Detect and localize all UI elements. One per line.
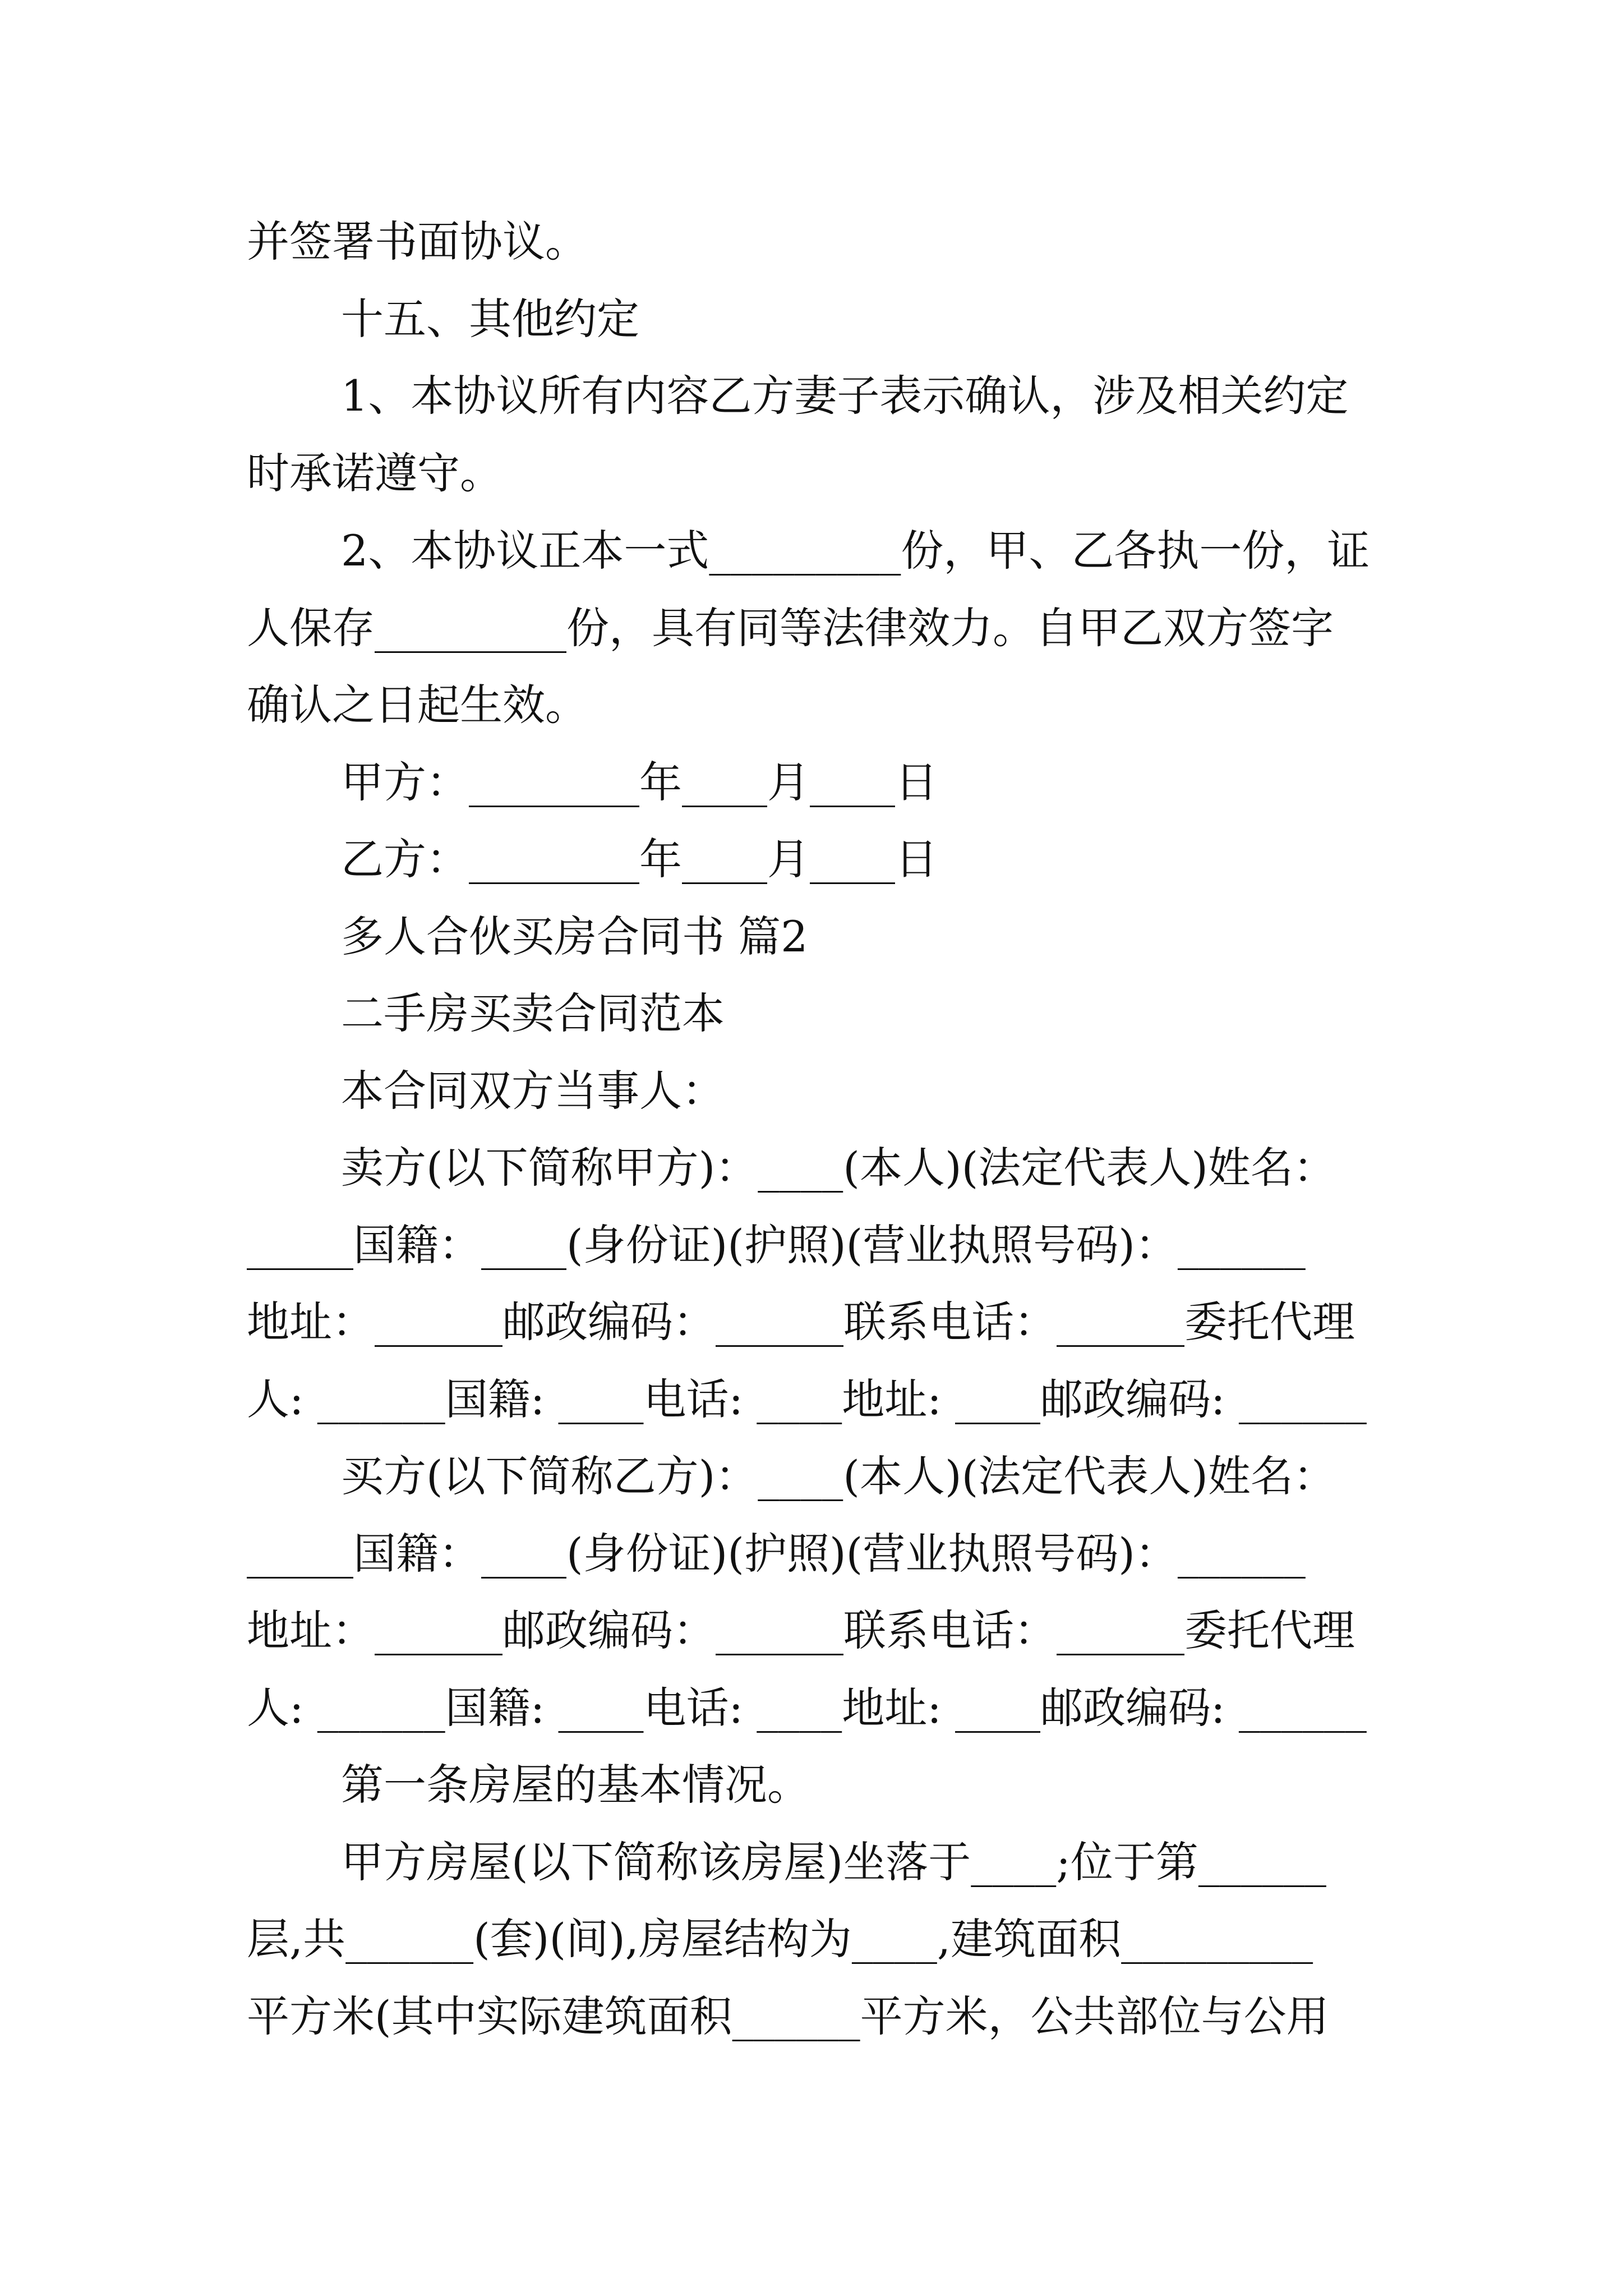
buyer-info-line: 地址：______邮政编码：______联系电话：______委托代理 (247, 1605, 1355, 1655)
paragraph-line: 本合同双方当事人： (341, 1066, 725, 1116)
paragraph-line: 平方米(其中实际建筑面积______平方米，公共部位与公用 (247, 1991, 1329, 2041)
paragraph-line: 2、本协议正本一式_________份，甲、乙各执一份，证 (341, 526, 1370, 576)
article-heading: 第一条房屋的基本情况。 (341, 1760, 810, 1810)
paragraph-line: 甲方房屋(以下简称该房屋)坐落于____;位于第______ (341, 1837, 1326, 1887)
party-b-signature-line: 乙方：________年____月____日 (341, 834, 938, 884)
buyer-info-line: 人: ______国籍: ____电话: ____地址: ____邮政编码: ______ (247, 1683, 1367, 1733)
seller-info-line: 卖方(以下简称甲方)：____(本人)(法定代表人)姓名： (341, 1143, 1336, 1193)
paragraph-line: 并签署书面协议。 (247, 217, 588, 266)
section-heading: 十五、其他约定 (341, 294, 639, 344)
seller-info-line: 地址：______邮政编码：______联系电话：______委托代理 (247, 1297, 1355, 1347)
buyer-info-line: _____国籍：____(身份证)(护照)(营业执照号码)：______ (247, 1529, 1306, 1579)
section-title: 多人合伙买房合同书 篇2 (341, 912, 808, 961)
paragraph-line: 1、本协议所有内容乙方妻子表示确认，涉及相关约定 (341, 371, 1349, 421)
paragraph-line: 人保存_________份，具有同等法律效力。自甲乙双方签字 (247, 603, 1334, 653)
paragraph-line: 层,共______(套)(间),房屋结构为____,建筑面积_________ (247, 1914, 1313, 1964)
party-a-signature-line: 甲方：________年____月____日 (341, 757, 938, 807)
buyer-info-line: 买方(以下简称乙方)：____(本人)(法定代表人)姓名： (341, 1451, 1336, 1501)
contract-title: 二手房买卖合同范本 (341, 988, 725, 1038)
seller-info-line: _____国籍：____(身份证)(护照)(营业执照号码)：______ (247, 1220, 1306, 1270)
seller-info-line: 人: ______国籍: ____电话: ____地址: ____邮政编码: ______ (247, 1374, 1367, 1424)
paragraph-line: 时承诺遵守。 (247, 448, 502, 498)
paragraph-line: 确认之日起生效。 (247, 680, 588, 730)
